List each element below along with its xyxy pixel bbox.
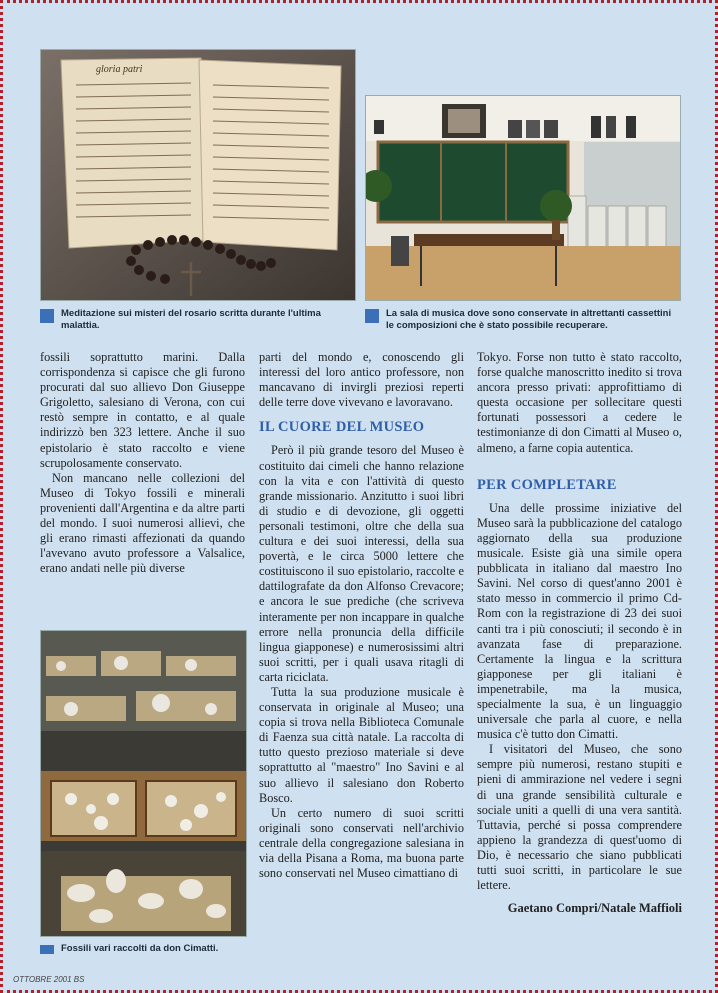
caption-square-icon xyxy=(365,309,379,323)
fossils-illustration xyxy=(41,631,246,936)
section-heading-il-cuore-del-museo: IL CUORE DEL MUSEO xyxy=(259,419,425,436)
section-heading-per-completare: PER COMPLETARE xyxy=(477,476,617,493)
column-2 xyxy=(259,350,464,881)
page-footer: OTTOBRE 2001 BS xyxy=(13,975,85,984)
col2-paragraph: parti del mondo e, conoscendo gli interessi del loro antico professore, non mancavano di invirgli preziosi reperti delle terre dove vivevano e lavoravano. xyxy=(259,350,464,410)
music-room-illustration xyxy=(366,96,680,300)
music-room-caption: La sala di musica dove sono conservate in altrettanti cassettini le composizioni che è stato possibile recuperare. xyxy=(365,308,679,332)
column-3 xyxy=(477,350,682,916)
column-1 xyxy=(40,350,245,576)
rosary-manuscript-photo xyxy=(40,49,356,301)
caption-square-icon xyxy=(40,945,54,954)
rosary-caption: Meditazione sui misteri del rosario scritta durante l'ultima malattia. xyxy=(40,308,340,332)
fossils-caption: Fossili vari raccolti da don Cimatti. xyxy=(40,943,250,955)
col1-paragraph: fossili soprattutto marini. Dalla corrispondenza si capisce che gli furono procurati dal suo allievo Don Giuseppe Grigoletto, salesiano di Verona, con cui restò sempre in contatto, e al quale indirizzò ben 323 lettere. Anche il suo epistolario è stato raccolto e viene scrupolosamente conservato. xyxy=(40,350,245,470)
col3-paragraph: Tokyo. Forse non tutto è stato raccolto, forse qualche manoscritto inedito si trova ancora presso privati: approfittiamo di questa occasione per sollecitare questi fortunati possessori a cedere le testimonianze di don Cimatti al Museo o, almeno, a farne copia autentica. xyxy=(477,350,682,455)
col1-paragraph: Non mancano nelle collezioni del Museo di Tokyo fossili e minerali provenienti dall'Argentina e da altre parti del mondo. I suoi numerosi allievi, che gli erano rimasti affezionati da quando l'avevano avuto professore a Valsalice, erano andati nelle più diverse xyxy=(40,470,245,576)
col3-paragraph: I visitatori del Museo, che sono sempre più numerosi, restano stupiti e pieni di ammirazione nel vedere i segni di una grande sensibilità culturale e sociale uniti a quelli di una vera santità. Tuttavia, perché si possa comprendere appieno la grandezza di quest'uomo di Dio, è necessario che siano pubblicati tutti suoi scritti, in particolare le sue lettere. xyxy=(477,742,682,893)
music-room-photo xyxy=(365,95,681,301)
caption-square-icon xyxy=(40,309,54,323)
rosary-manuscript-illustration xyxy=(41,50,355,300)
author-signature: Gaetano Compri/Natale Maffioli xyxy=(507,901,682,916)
manuscript-heading: gloria patri xyxy=(96,64,143,75)
col2-paragraph: Un certo numero di suoi scritti originali sono conservati nell'archivio centrale della congregazione salesiana in via della Pisana a Roma, ma buona parte sono conservati nel Museo cimattiano di xyxy=(259,805,464,881)
col3-paragraph: Una delle prossime iniziative del Museo sarà la pubblicazione del catalogo aggiornato della sua produzione musicale. Esiste già una simile opera pubblicata in italiano dal maestro Ino Savini. Nel corso di quest'anno 2001 è stato messo in commercio il primo Cd-Rom con la registrazione di 23 dei suoi canti tra i più conosciuti; il secondo è in avanzata fase di preparazione. Certamente la lingua e la scrittura giapponese per gli italiani è impenetrabile, ma la musica, specialmente la sua, è un linguaggio universale che parla al cuore, e nella musica c'è tutto don Cimatti. xyxy=(477,500,682,742)
col2-paragraph: Tutta la sua produzione musicale è conservata in originale al Museo; una copia si trova nella Biblioteca Comunale di Faenza sua città natale. La raccolta di tutto questo prezioso materiale si deve soprattutto al "maestro" Ino Savini e al suo allievo il salesiano don Roberto Bosco. xyxy=(259,684,464,805)
col2-paragraph: Però il più grande tesoro del Museo è costituito dai cimeli che hanno relazione con la vita e con l'attività di questo grande missionario. Anzitutto i suoi libri di studio e di devozione, gli oggetti personali testimoni, oltre che della sua cultura e dei suoi interessi, della sua povertà, e le circa 5000 lettere che costituiscono il suo epistolario, raccolte e dattilografate da don Alfonso Crevacore; e ancora le sue prediche (che scriveva interamente per non incappare in qualche errore nella pronuncia della difficile lingua giapponese) e numerosissimi altri suoi scritti, per i quali usava ritagli di carta riciclata. xyxy=(259,443,464,684)
fossils-photo xyxy=(40,630,247,937)
